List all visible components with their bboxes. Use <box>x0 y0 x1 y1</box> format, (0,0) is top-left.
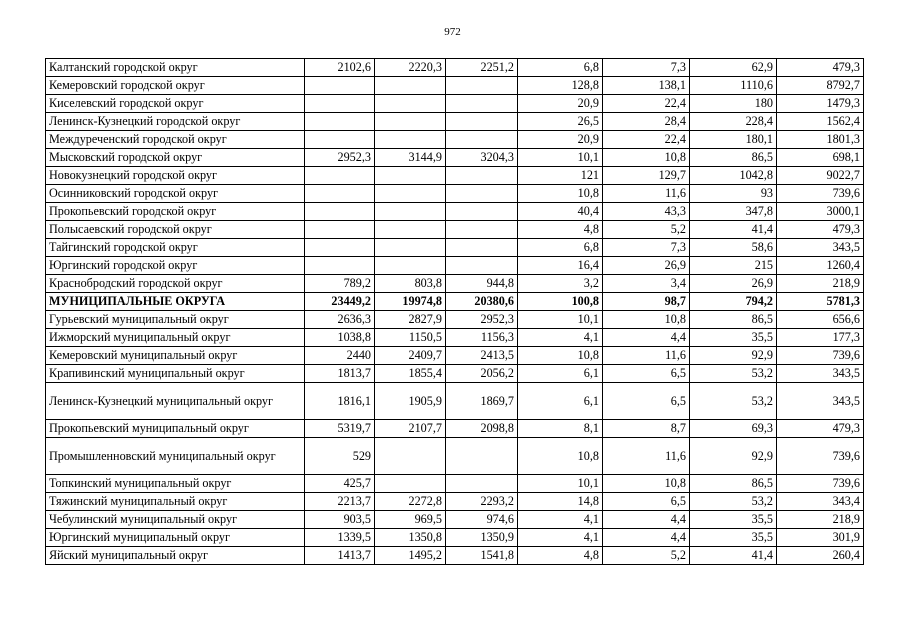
value-cell-c2: 1350,8 <box>375 529 446 547</box>
value-cell-c4: 10,8 <box>518 347 603 365</box>
table-row <box>46 365 864 383</box>
row-label-cell: Ленинск-Кузнецкий муниципальный округ <box>46 383 305 420</box>
value-cell-c5: 3,4 <box>603 275 690 293</box>
value-cell-c1: 1038,8 <box>305 329 375 347</box>
value-cell-c5: 6,5 <box>603 493 690 511</box>
value-cell-c6: 215 <box>690 257 777 275</box>
value-cell-c3: 1350,9 <box>446 529 518 547</box>
value-cell-c7: 1479,3 <box>777 95 864 113</box>
value-cell-c2: 2409,7 <box>375 347 446 365</box>
value-cell-c5: 10,8 <box>603 475 690 493</box>
value-cell-c4: 40,4 <box>518 203 603 221</box>
value-cell-c3: 2251,2 <box>446 59 518 77</box>
value-cell-c7: 656,6 <box>777 311 864 329</box>
value-cell-c1: 1339,5 <box>305 529 375 547</box>
table-row <box>46 203 864 221</box>
value-cell-c6: 86,5 <box>690 475 777 493</box>
value-cell-c6: 35,5 <box>690 329 777 347</box>
row-label-cell: Юргинский муниципальный округ <box>46 529 305 547</box>
table-row <box>46 131 864 149</box>
value-cell-c7: 3000,1 <box>777 203 864 221</box>
value-cell-c5: 4,4 <box>603 529 690 547</box>
value-cell-c6: 180 <box>690 95 777 113</box>
value-cell-c7: 301,9 <box>777 529 864 547</box>
table-row <box>46 113 864 131</box>
value-cell-c7: 260,4 <box>777 547 864 565</box>
value-cell-c1: 1413,7 <box>305 547 375 565</box>
value-cell-c5: 22,4 <box>603 131 690 149</box>
value-cell-c6: 53,2 <box>690 365 777 383</box>
value-cell-c2 <box>375 185 446 203</box>
value-cell-c6: 92,9 <box>690 347 777 365</box>
value-cell-c1 <box>305 239 375 257</box>
table-row <box>46 311 864 329</box>
table-row <box>46 77 864 95</box>
value-cell-c4: 10,1 <box>518 475 603 493</box>
table-row <box>46 221 864 239</box>
value-cell-c2 <box>375 113 446 131</box>
value-cell-c5: 129,7 <box>603 167 690 185</box>
row-label-cell: Осинниковский городской округ <box>46 185 305 203</box>
value-cell-c6: 93 <box>690 185 777 203</box>
value-cell-c3: 974,6 <box>446 511 518 529</box>
row-label-cell: Полысаевский городской округ <box>46 221 305 239</box>
value-cell-c7: 8792,7 <box>777 77 864 95</box>
row-label-cell: Новокузнецкий городской округ <box>46 167 305 185</box>
value-cell-c2: 803,8 <box>375 275 446 293</box>
value-cell-c5: 11,6 <box>603 185 690 203</box>
value-cell-c1 <box>305 131 375 149</box>
value-cell-c4: 100,8 <box>518 293 603 311</box>
value-cell-c3 <box>446 257 518 275</box>
value-cell-c6: 53,2 <box>690 493 777 511</box>
value-cell-c6: 26,9 <box>690 275 777 293</box>
value-cell-c4: 20,9 <box>518 131 603 149</box>
value-cell-c3 <box>446 167 518 185</box>
value-cell-c1: 23449,2 <box>305 293 375 311</box>
value-cell-c6: 794,2 <box>690 293 777 311</box>
value-cell-c1 <box>305 95 375 113</box>
value-cell-c1: 789,2 <box>305 275 375 293</box>
value-cell-c6: 35,5 <box>690 529 777 547</box>
value-cell-c3: 1156,3 <box>446 329 518 347</box>
table-row <box>46 239 864 257</box>
row-label-cell: Мысковский городской округ <box>46 149 305 167</box>
row-label-cell: Ленинск-Кузнецкий городской округ <box>46 113 305 131</box>
value-cell-c1: 425,7 <box>305 475 375 493</box>
row-label-cell: Топкинский муниципальный округ <box>46 475 305 493</box>
value-cell-c5: 8,7 <box>603 420 690 438</box>
row-label-cell: Кемеровский городской округ <box>46 77 305 95</box>
value-cell-c6: 180,1 <box>690 131 777 149</box>
value-cell-c3 <box>446 475 518 493</box>
row-label-cell: Прокопьевский городской округ <box>46 203 305 221</box>
value-cell-c3: 2293,2 <box>446 493 518 511</box>
value-cell-c1: 2440 <box>305 347 375 365</box>
value-cell-c6: 347,8 <box>690 203 777 221</box>
value-cell-c4: 4,1 <box>518 529 603 547</box>
value-cell-c7: 479,3 <box>777 420 864 438</box>
value-cell-c1 <box>305 77 375 95</box>
value-cell-c2 <box>375 95 446 113</box>
value-cell-c3 <box>446 77 518 95</box>
value-cell-c7: 739,6 <box>777 438 864 475</box>
value-cell-c3 <box>446 185 518 203</box>
value-cell-c7: 739,6 <box>777 347 864 365</box>
value-cell-c1: 2952,3 <box>305 149 375 167</box>
value-cell-c1 <box>305 221 375 239</box>
value-cell-c4: 6,8 <box>518 239 603 257</box>
value-cell-c3: 2413,5 <box>446 347 518 365</box>
table-row <box>46 59 864 77</box>
value-cell-c4: 128,8 <box>518 77 603 95</box>
value-cell-c5: 5,2 <box>603 547 690 565</box>
value-cell-c7: 5781,3 <box>777 293 864 311</box>
row-label-cell: Калтанский городской округ <box>46 59 305 77</box>
value-cell-c5: 10,8 <box>603 149 690 167</box>
value-cell-c5: 138,1 <box>603 77 690 95</box>
value-cell-c7: 218,9 <box>777 275 864 293</box>
value-cell-c4: 121 <box>518 167 603 185</box>
value-cell-c3: 2952,3 <box>446 311 518 329</box>
value-cell-c2: 3144,9 <box>375 149 446 167</box>
value-cell-c2: 19974,8 <box>375 293 446 311</box>
value-cell-c4: 6,1 <box>518 383 603 420</box>
value-cell-c2: 1855,4 <box>375 365 446 383</box>
value-cell-c1: 5319,7 <box>305 420 375 438</box>
row-label-cell: Крапивинский муниципальный округ <box>46 365 305 383</box>
value-cell-c4: 4,8 <box>518 547 603 565</box>
value-cell-c2 <box>375 239 446 257</box>
value-cell-c7: 218,9 <box>777 511 864 529</box>
value-cell-c4: 10,8 <box>518 438 603 475</box>
value-cell-c2 <box>375 203 446 221</box>
row-label-cell: Междуреченский городской округ <box>46 131 305 149</box>
table-row <box>46 185 864 203</box>
value-cell-c7: 343,5 <box>777 383 864 420</box>
value-cell-c2: 2220,3 <box>375 59 446 77</box>
value-cell-c5: 7,3 <box>603 59 690 77</box>
value-cell-c1 <box>305 167 375 185</box>
table-row <box>46 493 864 511</box>
table-row <box>46 438 864 475</box>
table-row <box>46 547 864 565</box>
value-cell-c2 <box>375 131 446 149</box>
value-cell-c1 <box>305 257 375 275</box>
table-row <box>46 149 864 167</box>
table-row <box>46 511 864 529</box>
value-cell-c4: 4,1 <box>518 511 603 529</box>
value-cell-c7: 9022,7 <box>777 167 864 185</box>
row-label-cell: Тяжинский муниципальный округ <box>46 493 305 511</box>
value-cell-c6: 228,4 <box>690 113 777 131</box>
value-cell-c4: 6,1 <box>518 365 603 383</box>
value-cell-c7: 1260,4 <box>777 257 864 275</box>
value-cell-c5: 4,4 <box>603 511 690 529</box>
data-table <box>45 58 864 565</box>
value-cell-c1 <box>305 113 375 131</box>
value-cell-c4: 10,1 <box>518 149 603 167</box>
value-cell-c3: 1541,8 <box>446 547 518 565</box>
value-cell-c2 <box>375 221 446 239</box>
value-cell-c5: 4,4 <box>603 329 690 347</box>
table-row <box>46 420 864 438</box>
value-cell-c4: 16,4 <box>518 257 603 275</box>
value-cell-c1: 2102,6 <box>305 59 375 77</box>
row-label-cell: Киселевский городской округ <box>46 95 305 113</box>
value-cell-c4: 4,8 <box>518 221 603 239</box>
value-cell-c1: 2636,3 <box>305 311 375 329</box>
value-cell-c6: 86,5 <box>690 311 777 329</box>
value-cell-c5: 26,9 <box>603 257 690 275</box>
row-label-cell: Яйский муниципальный округ <box>46 547 305 565</box>
value-cell-c6: 53,2 <box>690 383 777 420</box>
value-cell-c6: 62,9 <box>690 59 777 77</box>
row-label-cell: Ижморский муниципальный округ <box>46 329 305 347</box>
row-label-cell: Краснобродский городской округ <box>46 275 305 293</box>
value-cell-c7: 343,5 <box>777 365 864 383</box>
value-cell-c3 <box>446 95 518 113</box>
value-cell-c7: 739,6 <box>777 185 864 203</box>
value-cell-c4: 6,8 <box>518 59 603 77</box>
value-cell-c1: 1816,1 <box>305 383 375 420</box>
value-cell-c4: 10,1 <box>518 311 603 329</box>
table-row <box>46 383 864 420</box>
page-number: 972 <box>444 26 461 38</box>
value-cell-c6: 41,4 <box>690 547 777 565</box>
row-label-cell: Юргинский городской округ <box>46 257 305 275</box>
value-cell-c4: 4,1 <box>518 329 603 347</box>
value-cell-c2: 1905,9 <box>375 383 446 420</box>
value-cell-c6: 86,5 <box>690 149 777 167</box>
value-cell-c5: 22,4 <box>603 95 690 113</box>
table-row <box>46 529 864 547</box>
value-cell-c3: 3204,3 <box>446 149 518 167</box>
table-row <box>46 329 864 347</box>
value-cell-c7: 177,3 <box>777 329 864 347</box>
table-row <box>46 95 864 113</box>
value-cell-c1: 903,5 <box>305 511 375 529</box>
value-cell-c7: 479,3 <box>777 221 864 239</box>
table-row <box>46 167 864 185</box>
value-cell-c1: 1813,7 <box>305 365 375 383</box>
value-cell-c6: 58,6 <box>690 239 777 257</box>
row-label-cell: Прокопьевский муниципальный округ <box>46 420 305 438</box>
value-cell-c6: 35,5 <box>690 511 777 529</box>
value-cell-c2: 2107,7 <box>375 420 446 438</box>
value-cell-c3 <box>446 113 518 131</box>
value-cell-c4: 20,9 <box>518 95 603 113</box>
value-cell-c3: 944,8 <box>446 275 518 293</box>
value-cell-c2 <box>375 257 446 275</box>
value-cell-c3 <box>446 203 518 221</box>
value-cell-c2 <box>375 167 446 185</box>
value-cell-c1: 2213,7 <box>305 493 375 511</box>
value-cell-c4: 14,8 <box>518 493 603 511</box>
row-label-cell: Чебулинский муниципальный округ <box>46 511 305 529</box>
value-cell-c2 <box>375 475 446 493</box>
value-cell-c3: 20380,6 <box>446 293 518 311</box>
value-cell-c3 <box>446 221 518 239</box>
value-cell-c4: 8,1 <box>518 420 603 438</box>
value-cell-c7: 1801,3 <box>777 131 864 149</box>
value-cell-c5: 10,8 <box>603 311 690 329</box>
value-cell-c1 <box>305 185 375 203</box>
value-cell-c3 <box>446 438 518 475</box>
value-cell-c5: 11,6 <box>603 347 690 365</box>
row-label-cell: МУНИЦИПАЛЬНЫЕ ОКРУГА <box>46 293 305 311</box>
row-label-cell: Тайгинский городской округ <box>46 239 305 257</box>
value-cell-c7: 479,3 <box>777 59 864 77</box>
value-cell-c5: 28,4 <box>603 113 690 131</box>
value-cell-c6: 92,9 <box>690 438 777 475</box>
value-cell-c5: 5,2 <box>603 221 690 239</box>
value-cell-c7: 698,1 <box>777 149 864 167</box>
value-cell-c3: 2056,2 <box>446 365 518 383</box>
value-cell-c2: 1495,2 <box>375 547 446 565</box>
value-cell-c7: 343,4 <box>777 493 864 511</box>
value-cell-c6: 1110,6 <box>690 77 777 95</box>
value-cell-c4: 10,8 <box>518 185 603 203</box>
table-row <box>46 347 864 365</box>
value-cell-c2: 2272,8 <box>375 493 446 511</box>
value-cell-c7: 739,6 <box>777 475 864 493</box>
value-cell-c3 <box>446 239 518 257</box>
value-cell-c5: 6,5 <box>603 365 690 383</box>
value-cell-c3: 2098,8 <box>446 420 518 438</box>
value-cell-c5: 43,3 <box>603 203 690 221</box>
value-cell-c2 <box>375 438 446 475</box>
value-cell-c3: 1869,7 <box>446 383 518 420</box>
value-cell-c2: 2827,9 <box>375 311 446 329</box>
value-cell-c6: 69,3 <box>690 420 777 438</box>
row-label-cell: Кемеровский муниципальный округ <box>46 347 305 365</box>
value-cell-c2 <box>375 77 446 95</box>
table-row <box>46 257 864 275</box>
value-cell-c2: 969,5 <box>375 511 446 529</box>
value-cell-c7: 1562,4 <box>777 113 864 131</box>
value-cell-c4: 3,2 <box>518 275 603 293</box>
value-cell-c6: 41,4 <box>690 221 777 239</box>
value-cell-c5: 98,7 <box>603 293 690 311</box>
row-label-cell: Гурьевский муниципальный округ <box>46 311 305 329</box>
value-cell-c5: 6,5 <box>603 383 690 420</box>
value-cell-c2: 1150,5 <box>375 329 446 347</box>
row-label-cell: Промышленновский муниципальный округ <box>46 438 305 475</box>
value-cell-c1: 529 <box>305 438 375 475</box>
value-cell-c3 <box>446 131 518 149</box>
value-cell-c7: 343,5 <box>777 239 864 257</box>
value-cell-c1 <box>305 203 375 221</box>
value-cell-c6: 1042,8 <box>690 167 777 185</box>
table-row <box>46 275 864 293</box>
table-row-total <box>46 293 864 311</box>
value-cell-c5: 7,3 <box>603 239 690 257</box>
table-row <box>46 475 864 493</box>
value-cell-c5: 11,6 <box>603 438 690 475</box>
value-cell-c4: 26,5 <box>518 113 603 131</box>
